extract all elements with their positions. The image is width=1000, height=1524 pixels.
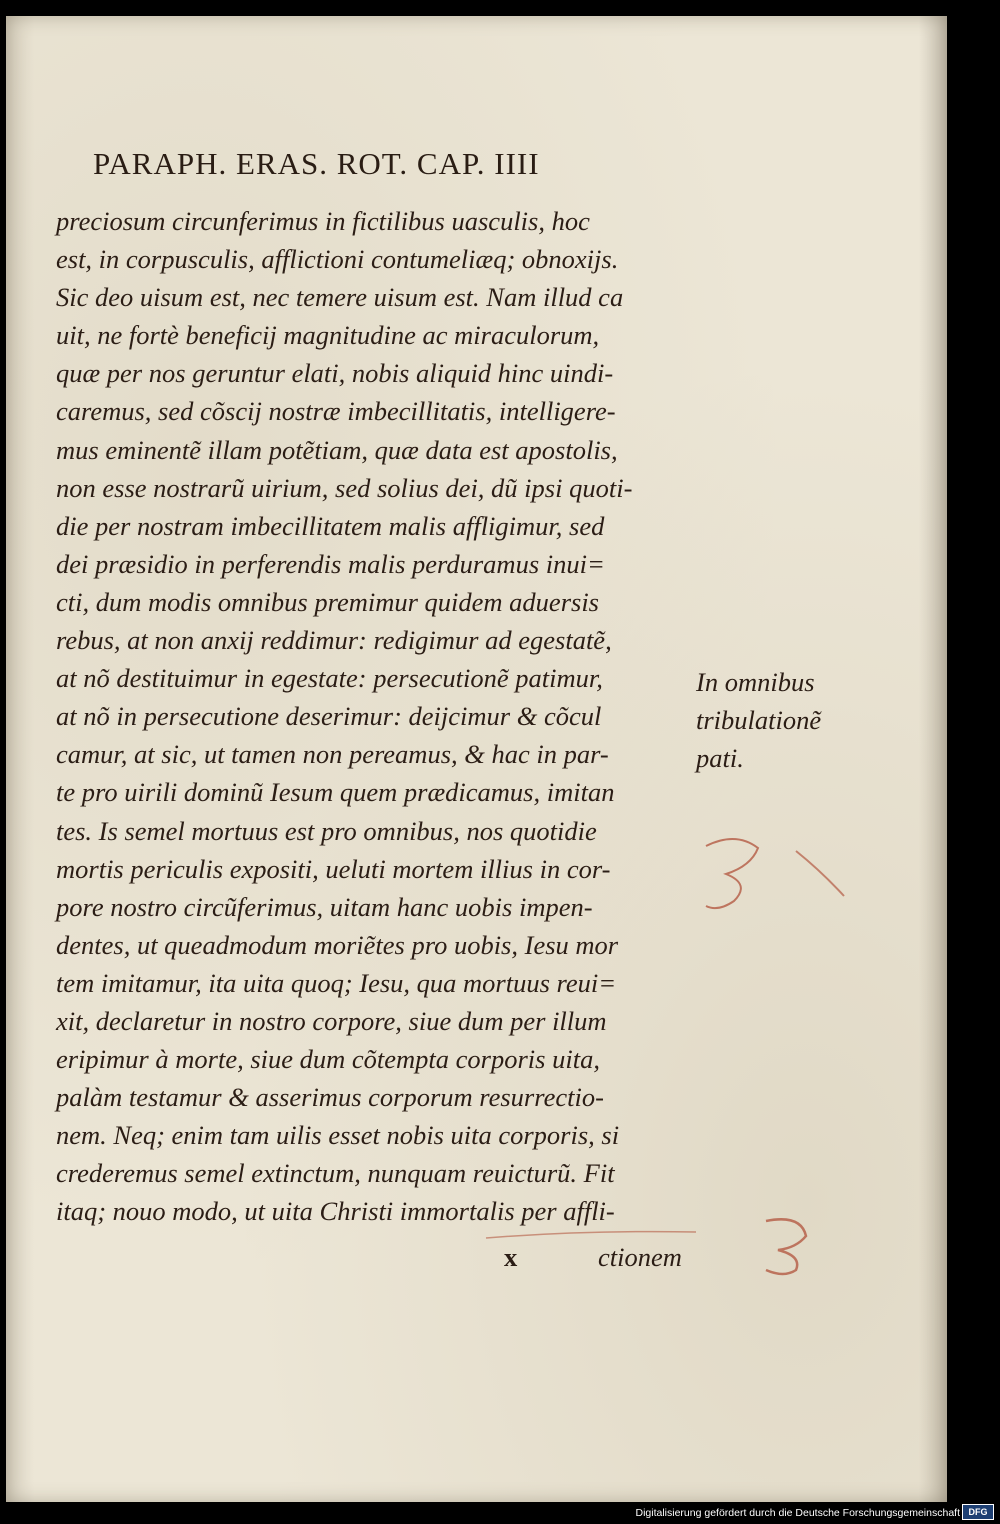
book-page — [6, 16, 947, 1502]
text-line: at nõ in persecutione deserimur: deijcimur & cõcul — [56, 701, 602, 732]
text-line: crederemus semel extinctum, nunquam reuicturũ. Fit — [56, 1158, 615, 1189]
pencil-mark — [796, 851, 844, 896]
text-line: palàm testamur & asserimus corporum resurrectio- — [56, 1082, 604, 1113]
pencil-mark — [766, 1219, 806, 1274]
text-line: te pro uirili dominũ Iesum quem prædicamus, imitan — [56, 777, 615, 808]
text-line: tes. Is semel mortuus est pro omnibus, nos quotidie — [56, 815, 597, 846]
text-line: pore nostro circũferimus, uitam hanc uobis impen- — [56, 891, 593, 922]
pencil-mark — [706, 839, 758, 908]
text-line: cti, dum modis omnibus premimur quidem aduersis — [56, 586, 599, 617]
text-line: uit, ne fortè beneficij magnitudine ac miraculorum, — [56, 320, 600, 351]
text-line: mortis periculis expositi, ueluti mortem illius in cor- — [56, 853, 611, 884]
text-line: est, in corpusculis, afflictioni contumeliæq; obnoxijs. — [56, 244, 619, 275]
signature-mark: x — [504, 1242, 518, 1272]
text-line: Sic deo uisum est, nec temere uisum est. Nam illud ca — [56, 282, 624, 313]
marginal-note-line: In omnibus — [696, 667, 815, 697]
text-line: itaq; nouo modo, ut uita Christi immortalis per affli- — [56, 1196, 615, 1227]
marginal-note-line: pati. — [696, 743, 744, 774]
dfg-logo: DFG — [962, 1504, 994, 1520]
text-line: dei præsidio in perferendis malis perduramus inui= — [56, 548, 605, 579]
digitization-credit: Digitalisierung gefördert durch die Deutsche Forschungsgemeinschaft — [635, 1507, 960, 1519]
pencil-mark — [486, 1232, 696, 1238]
text-line: non esse nostrarũ uirium, sed solius dei, dũ ipsi quoti- — [56, 472, 633, 503]
text-line: tem imitamur, ita uita quoq; Iesu, qua mortuus reui= — [56, 967, 617, 998]
text-line: eripimur à morte, siue dum cõtempta corporis uita, — [56, 1044, 600, 1075]
catchword: ctionem — [598, 1242, 682, 1272]
text-line: caremus, sed cõscij nostræ imbecillitatis, intelligere- — [56, 396, 616, 427]
marginal-note-line: tribulationẽ — [696, 705, 822, 736]
text-line: camur, at sic, ut tamen non pereamus, & hac in par- — [56, 739, 609, 770]
text-line: die per nostram imbecillitatem malis affligimur, sed — [56, 510, 605, 541]
text-line: xit, declaretur in nostro corpore, siue dum per illum — [56, 1005, 607, 1036]
text-line: nem. Neq; enim tam uilis esset nobis uita corporis, si — [56, 1120, 620, 1151]
pencil-annotations — [6, 16, 947, 1502]
text-line: quæ per nos geruntur elati, nobis aliquid hinc uindi- — [56, 358, 614, 389]
text-line: dentes, ut queadmodum moriẽtes pro uobis, Iesu mor — [56, 929, 619, 960]
text-line: mus eminentẽ illam potẽtiam, quæ data est apostolis, — [56, 434, 618, 465]
text-line: preciosum circunferimus in fictilibus uasculis, hoc — [56, 206, 590, 236]
running-head: PARAPH. ERAS. ROT. CAP. IIII — [93, 146, 540, 181]
text-line: rebus, at non anxij reddimur: redigimur ad egestatẽ, — [56, 625, 612, 656]
text-line: at nõ destituimur in egestate: persecutionẽ patimur, — [56, 663, 603, 694]
